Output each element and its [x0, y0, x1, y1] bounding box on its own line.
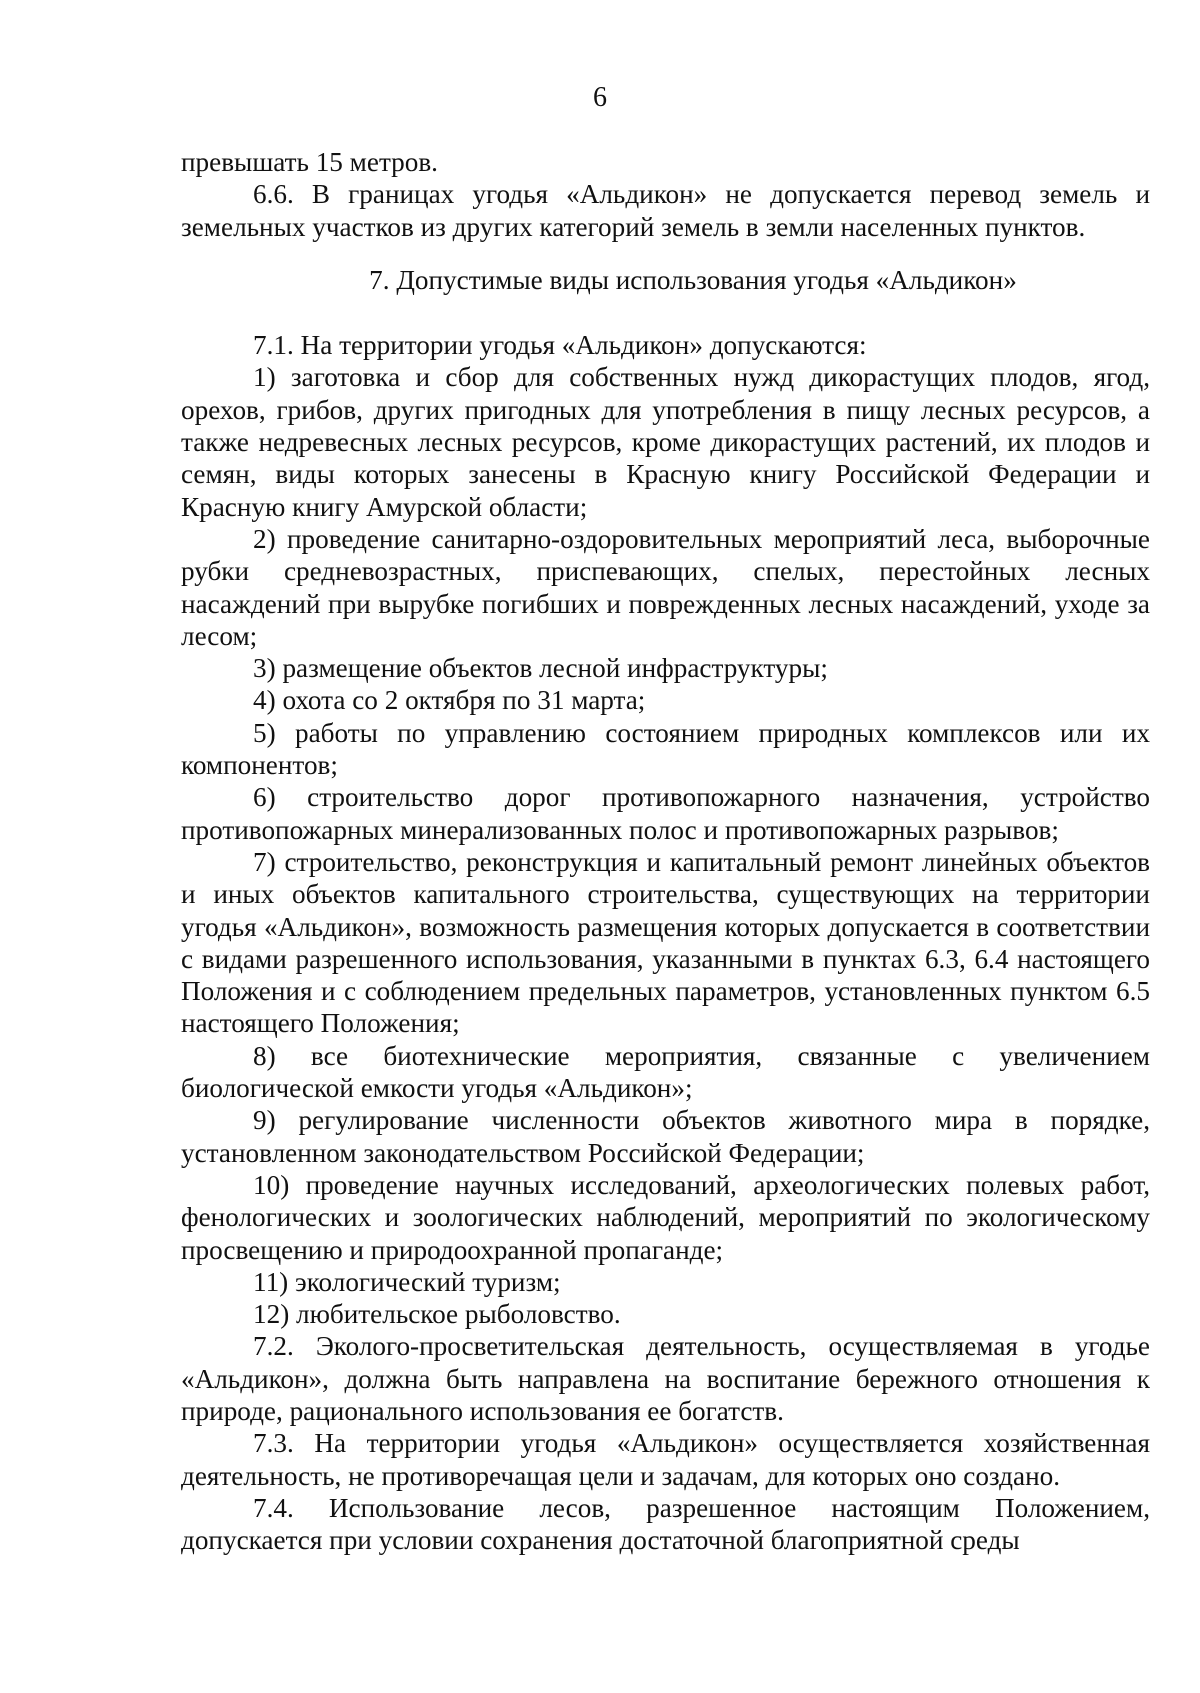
paragraph-7-3: 7.3. На территории угодья «Альдикон» осуществляется хозяйственная деятельность, не противоречащая цели и задачам, для которых оно создано. — [181, 1428, 1150, 1491]
paragraph-continuation: превышать 15 метров. — [181, 147, 438, 177]
paragraph-7-4: 7.4. Использование лесов, разрешенное настоящим Положением, допускается при условии сохранения достаточной благоприятной среды — [181, 1492, 1150, 1556]
list-item-3: 3) размещение объектов лесной инфраструктуры; — [253, 653, 828, 684]
list-item-1: 1) заготовка и сбор для собственных нужд дикорастущих плодов, ягод, орехов, грибов, других пригодных для употребления в пищу лесных ресурсов, а также недревесных лесных ресурсов, кроме дикорастущих растений, их плодов и семян, виды которых занесены в Красную книгу Российской Федерации и Красную книгу Амурской области; — [181, 362, 1150, 522]
list-item-11: 11) экологический туризм; — [253, 1266, 561, 1297]
list-item-8: 8) все биотехнические мероприятия, связанные с увеличением биологической емкости угодья «Альдикон»; — [181, 1040, 1150, 1104]
list-item-9: 9) регулирование численности объектов животного мира в порядке, установленном законодательством Российской Федерации; — [181, 1105, 1150, 1168]
paragraph-7-2: 7.2. Эколого-просветительская деятельность, осуществляемая в угодье «Альдикон», должна быть направлена на воспитание бережного отношения к природе, рационального использования ее богатств. — [181, 1331, 1150, 1426]
document-body — [181, 146, 1150, 1556]
paragraph-6-6: 6.6. В границах угодья «Альдикон» не допускается перевод земель и земельных участков из других категорий земель в земли населенных пунктов. — [181, 179, 1150, 242]
list-item-4: 4) охота со 2 октября по 31 марта; — [253, 685, 646, 716]
list-item-5: 5) работы по управлению состоянием природных комплексов или их компонентов; — [181, 717, 1150, 781]
list-item-6: 6) строительство дорог противопожарного назначения, устройство противопожарных минерализованных полос и противопожарных разрывов; — [181, 782, 1150, 845]
paragraph-7-1: 7.1. На территории угодья «Альдикон» допускаются: — [253, 330, 867, 361]
list-item-2: 2) проведение санитарно-оздоровительных мероприятий леса, выборочные рубки средневозрастных, приспевающих, спелых, перестойных лесных насаждений при вырубке погибших и поврежденных лесных насаждений, уходе за лесом; — [181, 523, 1150, 651]
section-title: 7. Допустимые виды использования угодья «Альдикон» — [369, 264, 1017, 295]
list-item-7: 7) строительство, реконструкция и капитальный ремонт линейных объектов и иных объектов капитального строительства, существующих на территории угодья «Альдикон», возможность размещения которых допускается в соответствии с видами разрешенного использования, указанными в пунктах 6.3, 6.4 настоящего Положения и с соблюдением предельных параметров, установленных пунктом 6.5 настоящего Положения; — [181, 846, 1150, 1039]
list-item-10: 10) проведение научных исследований, археологических полевых работ, фенологических и зоологических наблюдений, мероприятий по экологическому просвещению и природоохранной пропаганде; — [181, 1169, 1150, 1265]
page-number: 6 — [593, 82, 607, 113]
list-item-12: 12) любительское рыболовство. — [253, 1299, 621, 1330]
